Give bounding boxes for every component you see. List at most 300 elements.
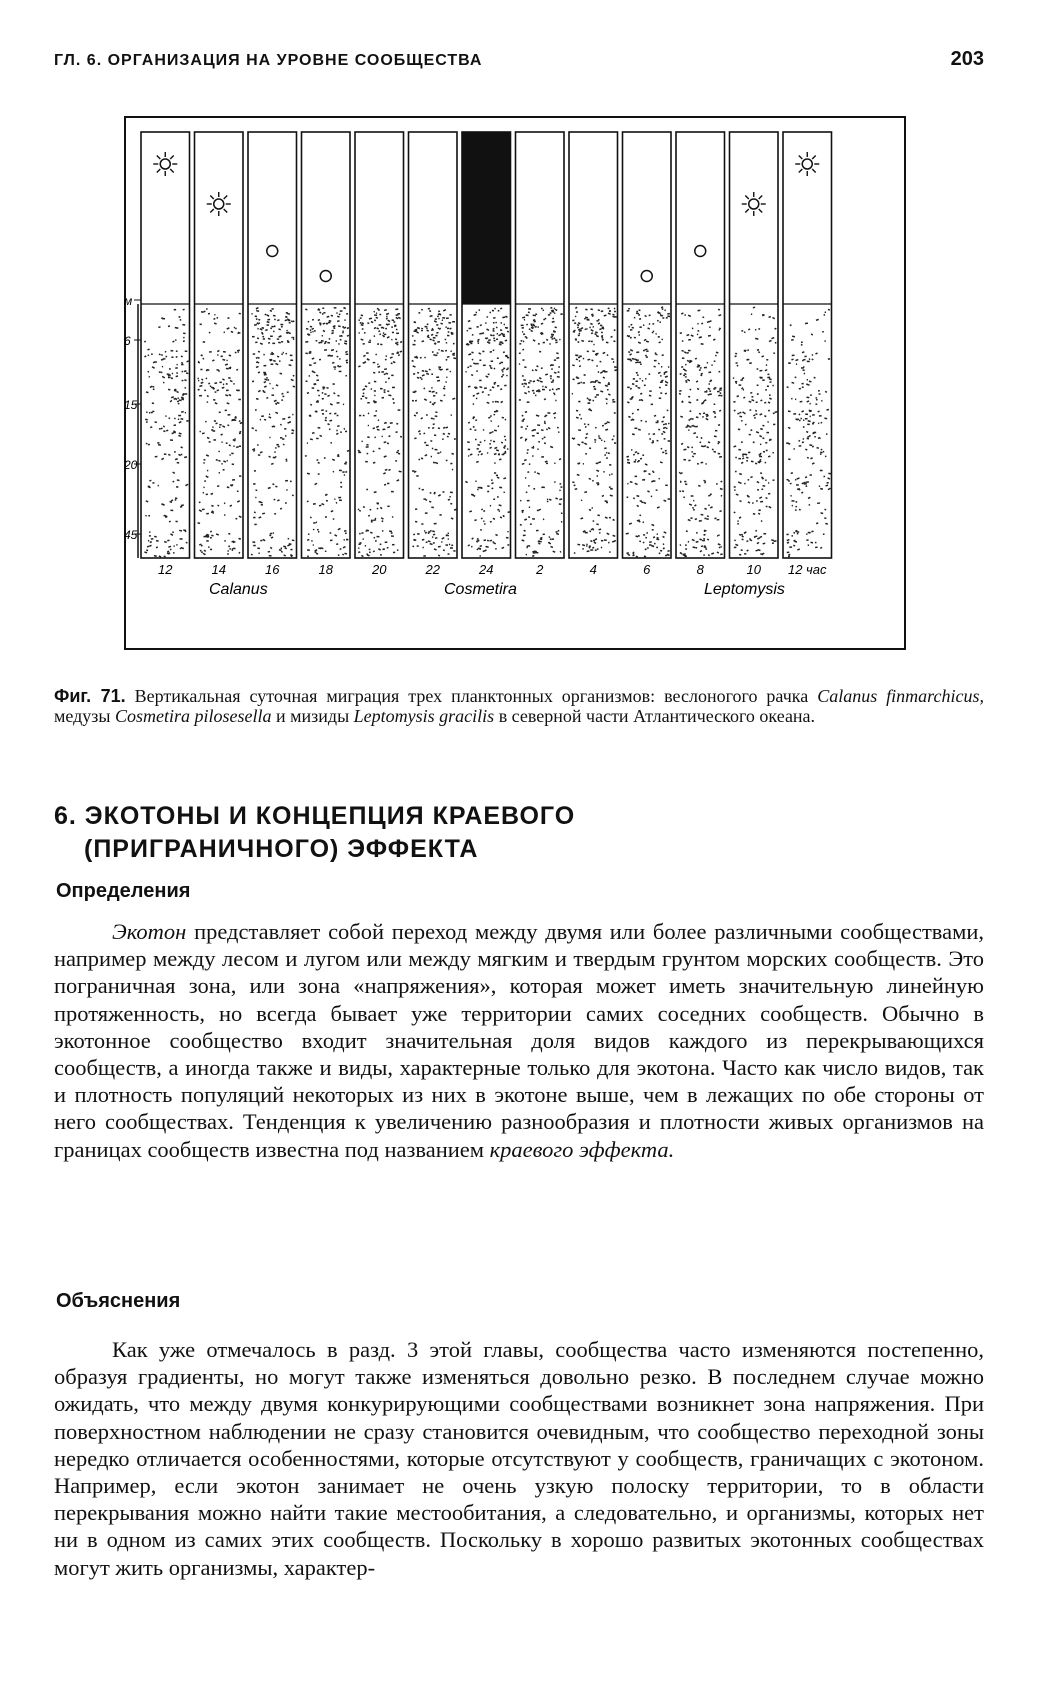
plankton-dot bbox=[551, 364, 554, 366]
plankton-dot bbox=[257, 444, 259, 446]
plankton-dot bbox=[174, 418, 176, 420]
plankton-dot bbox=[206, 513, 209, 515]
plankton-dot bbox=[318, 395, 320, 397]
plankton-dot bbox=[500, 516, 502, 518]
plankton-dot bbox=[384, 484, 386, 486]
plankton-dot bbox=[254, 511, 256, 513]
plankton-dot bbox=[201, 311, 204, 313]
plankton-dot bbox=[377, 308, 379, 310]
plankton-dot bbox=[747, 496, 750, 498]
time-label: 12 час bbox=[787, 562, 827, 577]
sun-ray bbox=[799, 156, 803, 160]
plankton-dot bbox=[219, 382, 221, 384]
plankton-dot bbox=[164, 453, 167, 455]
plankton-dot bbox=[258, 516, 261, 518]
plankton-dot bbox=[680, 416, 683, 418]
plankton-dot bbox=[343, 539, 345, 541]
plankton-dot bbox=[329, 413, 331, 415]
plankton-dot bbox=[340, 548, 342, 550]
plankton-dot bbox=[733, 445, 736, 447]
plankton-dot bbox=[425, 532, 428, 534]
plankton-dot bbox=[633, 497, 635, 499]
plankton-dot bbox=[199, 385, 202, 387]
plankton-dot bbox=[385, 359, 387, 361]
plankton-dot bbox=[587, 351, 589, 353]
plankton-dot bbox=[479, 309, 481, 311]
plankton-dot bbox=[575, 307, 578, 309]
plankton-dot bbox=[811, 333, 813, 335]
plankton-dot bbox=[786, 534, 788, 536]
plankton-dot bbox=[755, 530, 757, 532]
plankton-dot bbox=[430, 530, 432, 532]
definitions-text: представляет собой переход между двумя или более различными сообществами, например между лесом и лугом или между мягким и твердым грунтом морских сообществ. Это пограничная зона, или зона «напряжения», которая может иметь значительную линейную протяженность, но всегда бывает уже территории самих соседних сообществ. Обычно в экотонное сообщество входит значительная доля видов каждого из перекрывающихся сообществ, а иногда также и виды, характерные только для экотона. Часто как число видов, так и плотность популяций некоторых из них в экотоне выше, чем в лежащих по обе стороны от него сообществах. Тенденция к увеличению разнообразия и плотности живых организмов на границах сообществ известна под названием bbox=[54, 919, 984, 1162]
plankton-dot bbox=[574, 322, 576, 324]
plankton-dot bbox=[524, 518, 527, 520]
plankton-dot bbox=[331, 510, 334, 512]
plankton-dot bbox=[801, 418, 802, 420]
plankton-dot bbox=[411, 360, 413, 362]
plankton-dot bbox=[321, 503, 324, 505]
plankton-dot bbox=[186, 360, 189, 362]
plankton-dot bbox=[824, 311, 826, 313]
plankton-dot bbox=[634, 317, 636, 319]
plankton-dot bbox=[438, 328, 439, 330]
plankton-dot bbox=[798, 440, 800, 442]
plankton-dot bbox=[768, 493, 771, 495]
plankton-dot bbox=[211, 535, 214, 537]
plankton-dot bbox=[587, 550, 590, 552]
plankton-dot bbox=[165, 415, 167, 417]
plankton-dot bbox=[176, 350, 178, 352]
plankton-dot bbox=[235, 518, 237, 520]
caption-species-leptomysis: Leptomysis gracilis bbox=[353, 706, 495, 726]
plankton-dot bbox=[601, 310, 604, 312]
plankton-dot bbox=[660, 375, 661, 377]
plankton-dot bbox=[651, 496, 652, 498]
plankton-dot bbox=[803, 359, 805, 361]
plankton-dot bbox=[375, 540, 377, 542]
time-label: 6 bbox=[643, 562, 651, 577]
plankton-dot bbox=[319, 311, 321, 313]
plankton-dot bbox=[266, 324, 268, 326]
plankton-dot bbox=[480, 555, 481, 557]
plankton-dot bbox=[376, 327, 379, 329]
plankton-dot bbox=[774, 328, 776, 330]
plankton-dot bbox=[451, 414, 452, 416]
plankton-dot bbox=[503, 351, 505, 353]
plankton-dot bbox=[222, 387, 225, 389]
plankton-dot bbox=[319, 359, 321, 361]
plankton-dot bbox=[488, 339, 491, 341]
plankton-dot bbox=[417, 377, 420, 379]
plankton-dot bbox=[268, 342, 270, 344]
plankton-dot bbox=[361, 532, 363, 534]
plankton-dot bbox=[527, 425, 529, 427]
depth-label: м bbox=[124, 294, 133, 308]
plankton-dot bbox=[545, 386, 548, 388]
plankton-dot bbox=[334, 413, 337, 415]
plankton-dot bbox=[331, 315, 333, 317]
plankton-dot bbox=[312, 432, 315, 434]
plankton-dot bbox=[292, 414, 293, 416]
plankton-dot bbox=[524, 366, 527, 368]
plankton-dot bbox=[702, 416, 704, 418]
plankton-dot bbox=[795, 359, 798, 361]
plankton-dot bbox=[497, 496, 499, 498]
plankton-dot bbox=[447, 538, 449, 540]
plankton-dot bbox=[383, 472, 386, 475]
plankton-dot bbox=[363, 355, 366, 357]
plankton-dot bbox=[494, 462, 496, 464]
plankton-dot bbox=[412, 400, 414, 402]
plankton-dot bbox=[271, 536, 274, 538]
plankton-dot bbox=[812, 414, 815, 416]
plankton-dot bbox=[327, 423, 330, 425]
plankton-dot bbox=[333, 471, 335, 473]
depth-label: 6 bbox=[124, 334, 131, 348]
plankton-dot bbox=[744, 350, 747, 352]
plankton-dot bbox=[796, 484, 799, 486]
plankton-dot bbox=[705, 548, 707, 550]
plankton-dot bbox=[345, 471, 347, 473]
plankton-dot bbox=[485, 322, 486, 324]
plankton-dot bbox=[397, 352, 399, 354]
plankton-dot bbox=[651, 524, 654, 527]
plankton-dot bbox=[552, 379, 554, 381]
plankton-dot bbox=[558, 431, 560, 433]
plankton-dot bbox=[232, 463, 234, 465]
plankton-dot bbox=[208, 546, 210, 548]
plankton-dot bbox=[496, 338, 498, 340]
plankton-dot bbox=[734, 489, 736, 491]
plankton-dot bbox=[697, 463, 699, 465]
plankton-dot bbox=[494, 453, 497, 455]
plankton-dot bbox=[695, 358, 697, 360]
plankton-dot bbox=[693, 432, 696, 434]
plankton-dot bbox=[446, 459, 448, 461]
plankton-dot bbox=[275, 412, 278, 415]
plankton-dot bbox=[636, 505, 639, 507]
plankton-dot bbox=[658, 429, 660, 431]
plankton-dot bbox=[806, 400, 809, 402]
plankton-dot bbox=[555, 309, 558, 311]
plankton-dot bbox=[528, 391, 530, 393]
plankton-dot bbox=[258, 371, 261, 373]
plankton-dot bbox=[394, 325, 396, 327]
plankton-dot bbox=[491, 479, 493, 481]
plankton-dot bbox=[165, 356, 167, 358]
plankton-dot bbox=[537, 472, 540, 475]
plankton-dot bbox=[580, 381, 582, 383]
plankton-dot bbox=[146, 411, 148, 413]
plankton-dot bbox=[792, 335, 795, 337]
plankton-dot bbox=[435, 415, 438, 417]
plankton-dot bbox=[821, 449, 823, 451]
plankton-dot bbox=[277, 319, 280, 321]
plankton-dot bbox=[481, 517, 483, 519]
plankton-dot bbox=[802, 383, 804, 385]
plankton-dot bbox=[576, 410, 578, 412]
plankton-dot bbox=[824, 517, 826, 519]
plankton-dot bbox=[659, 397, 662, 399]
plankton-dot bbox=[805, 476, 808, 478]
plankton-dot bbox=[577, 474, 580, 476]
plankton-dot bbox=[285, 459, 287, 461]
plankton-dot bbox=[688, 429, 689, 431]
plankton-dot bbox=[468, 455, 470, 457]
plankton-dot bbox=[268, 416, 271, 418]
plankton-dot bbox=[717, 535, 718, 537]
plankton-dot bbox=[665, 554, 668, 557]
plankton-dot bbox=[523, 333, 525, 335]
plankton-dot bbox=[237, 500, 240, 503]
time-label: 20 bbox=[372, 562, 387, 577]
plankton-dot bbox=[713, 338, 716, 340]
sun-ray bbox=[170, 156, 174, 160]
plankton-dot bbox=[434, 434, 436, 436]
plankton-dot bbox=[612, 540, 615, 542]
plankton-dot bbox=[478, 450, 481, 452]
plankton-dot bbox=[637, 409, 639, 411]
plankton-dot bbox=[363, 343, 365, 345]
plankton-dot bbox=[274, 451, 276, 453]
plankton-dot bbox=[305, 341, 308, 343]
plankton-dot bbox=[262, 390, 264, 392]
plankton-dot bbox=[415, 400, 417, 402]
plankton-dot bbox=[536, 432, 539, 434]
plankton-dot bbox=[790, 324, 792, 326]
plankton-dot bbox=[273, 360, 276, 362]
plankton-dot bbox=[476, 461, 479, 463]
plankton-dot bbox=[487, 452, 489, 454]
plankton-dot bbox=[557, 376, 560, 378]
plankton-dot bbox=[640, 458, 642, 460]
plankton-dot bbox=[532, 435, 535, 437]
plankton-dot bbox=[545, 460, 548, 462]
plankton-dot bbox=[183, 309, 185, 311]
plankton-dot bbox=[490, 505, 492, 507]
plankton-dot bbox=[232, 548, 234, 550]
plankton-dot bbox=[366, 489, 368, 491]
plankton-dot bbox=[432, 351, 434, 353]
plankton-dot bbox=[237, 349, 240, 351]
plankton-dot bbox=[199, 509, 202, 512]
plankton-dot bbox=[536, 415, 539, 417]
plankton-dot bbox=[746, 460, 748, 462]
plankton-dot bbox=[165, 351, 167, 353]
plankton-dot bbox=[572, 364, 575, 366]
plankton-dot bbox=[747, 349, 749, 351]
plankton-dot bbox=[488, 342, 490, 344]
plankton-dot bbox=[816, 399, 818, 401]
plankton-dot bbox=[486, 316, 488, 318]
plankton-dot bbox=[159, 353, 161, 355]
plankton-dot bbox=[172, 531, 174, 533]
plankton-dot bbox=[321, 340, 324, 342]
plankton-dot bbox=[762, 379, 765, 381]
plankton-dot bbox=[559, 339, 561, 341]
plankton-dot bbox=[360, 322, 362, 324]
plankton-dot bbox=[632, 433, 635, 435]
plankton-dot bbox=[210, 493, 213, 495]
plankton-dot bbox=[605, 398, 608, 400]
plankton-dot bbox=[663, 416, 666, 418]
plankton-dot bbox=[217, 389, 220, 391]
plankton-dot bbox=[586, 433, 589, 435]
plankton-dot bbox=[180, 446, 183, 448]
plankton-dot bbox=[322, 398, 324, 400]
plankton-dot bbox=[473, 426, 475, 428]
plankton-dot bbox=[494, 447, 497, 449]
plankton-dot bbox=[494, 340, 496, 342]
plankton-dot bbox=[582, 548, 584, 550]
plankton-dot bbox=[384, 455, 387, 457]
plankton-dot bbox=[787, 542, 790, 544]
plankton-dot bbox=[527, 547, 528, 549]
plankton-dot bbox=[814, 436, 816, 438]
plankton-dot bbox=[820, 422, 822, 424]
plankton-dot bbox=[768, 506, 771, 509]
plankton-dot bbox=[697, 334, 699, 336]
plankton-dot bbox=[217, 505, 219, 507]
plankton-dot bbox=[701, 323, 703, 325]
plankton-dot bbox=[825, 484, 828, 486]
plankton-dot bbox=[339, 358, 341, 360]
plankton-dot bbox=[239, 516, 242, 519]
plankton-dot bbox=[170, 533, 173, 536]
plankton-dot bbox=[598, 437, 601, 439]
plankton-dot bbox=[805, 413, 808, 415]
plankton-dot bbox=[741, 535, 744, 537]
plankton-dot bbox=[258, 319, 260, 321]
plankton-dot bbox=[591, 359, 593, 361]
plankton-dot bbox=[807, 424, 810, 426]
plankton-dot bbox=[176, 375, 179, 377]
plankton-dot bbox=[502, 316, 505, 318]
plankton-dot bbox=[376, 426, 379, 429]
plankton-dot bbox=[274, 319, 276, 321]
plankton-dot bbox=[532, 555, 535, 557]
plankton-dot bbox=[381, 517, 384, 520]
plankton-dot bbox=[589, 509, 592, 511]
running-title: ГЛ. 6. ОРГАНИЗАЦИЯ НА УРОВНЕ СООБЩЕСТВА bbox=[54, 52, 483, 69]
plankton-dot bbox=[228, 533, 231, 535]
plankton-dot bbox=[310, 326, 312, 328]
plankton-dot bbox=[176, 544, 177, 546]
plankton-dot bbox=[493, 337, 495, 339]
plankton-dot bbox=[417, 372, 419, 374]
plankton-dot bbox=[489, 540, 492, 542]
plankton-dot bbox=[821, 400, 823, 402]
plankton-dot bbox=[371, 321, 374, 323]
plankton-dot bbox=[735, 353, 737, 355]
plankton-dot bbox=[429, 401, 431, 403]
caption-text-3: и мизиды bbox=[271, 706, 354, 726]
plankton-dot bbox=[765, 442, 767, 444]
plankton-dot bbox=[307, 549, 310, 551]
plankton-dot bbox=[528, 382, 530, 384]
plankton-dot bbox=[323, 388, 325, 390]
plankton-dot bbox=[166, 430, 168, 432]
plankton-dot bbox=[681, 366, 683, 368]
plankton-dot bbox=[592, 480, 594, 482]
plankton-dot bbox=[806, 383, 808, 385]
plankton-dot bbox=[639, 326, 641, 328]
plankton-dot bbox=[815, 397, 817, 399]
plankton-dot bbox=[737, 413, 739, 415]
plankton-dot bbox=[412, 344, 415, 346]
plankton-dot bbox=[207, 536, 209, 538]
plankton-dot bbox=[178, 403, 180, 405]
plankton-dot bbox=[330, 539, 333, 541]
plankton-dot bbox=[575, 316, 577, 318]
plankton-dot bbox=[826, 433, 828, 435]
plankton-dot bbox=[543, 518, 545, 520]
plankton-dot bbox=[338, 325, 341, 327]
plankton-dot bbox=[381, 371, 384, 373]
plankton-dot bbox=[561, 512, 563, 514]
plankton-dot bbox=[155, 456, 158, 458]
plankton-dot bbox=[334, 307, 337, 309]
plankton-dot bbox=[373, 519, 376, 521]
plankton-dot bbox=[701, 343, 704, 345]
plankton-dot bbox=[217, 485, 219, 487]
plankton-dot bbox=[719, 410, 721, 412]
plankton-dot bbox=[438, 546, 441, 548]
plankton-dot bbox=[414, 321, 416, 323]
plankton-dot bbox=[587, 319, 589, 321]
plankton-dot bbox=[636, 495, 639, 497]
plankton-dot bbox=[479, 333, 482, 335]
plankton-dot bbox=[490, 367, 493, 369]
plankton-dot bbox=[312, 387, 315, 389]
plankton-dot bbox=[425, 512, 428, 514]
plankton-dot bbox=[577, 324, 580, 326]
plankton-dot bbox=[791, 339, 794, 341]
plankton-dot bbox=[559, 498, 562, 500]
plankton-dot bbox=[478, 352, 481, 355]
plankton-dot bbox=[200, 354, 202, 356]
plankton-dot bbox=[818, 390, 820, 392]
plankton-dot bbox=[522, 375, 524, 377]
plankton-dot bbox=[480, 453, 483, 455]
plankton-dot bbox=[311, 328, 314, 330]
plankton-dot bbox=[626, 552, 629, 554]
plankton-dot bbox=[469, 510, 472, 512]
plankton-dot bbox=[214, 322, 217, 324]
plankton-dot bbox=[753, 441, 755, 443]
plankton-dot bbox=[398, 453, 401, 455]
plankton-dot bbox=[361, 322, 364, 324]
caption-text-1: Вертикальная суточная миграция трех планктонных организмов: веслоногого рачка bbox=[125, 686, 818, 706]
plankton-dot bbox=[400, 436, 402, 438]
time-column bbox=[516, 132, 565, 558]
plankton-dot bbox=[431, 456, 432, 458]
plankton-dot bbox=[268, 487, 271, 489]
plankton-dot bbox=[668, 423, 670, 425]
plankton-dot bbox=[178, 415, 181, 417]
plankton-dot bbox=[501, 442, 503, 444]
plankton-dot bbox=[397, 549, 399, 551]
plankton-dot bbox=[521, 415, 523, 417]
plankton-dot bbox=[628, 308, 630, 310]
plankton-dot bbox=[238, 552, 240, 554]
plankton-dot bbox=[612, 401, 615, 403]
plankton-dot bbox=[446, 369, 449, 371]
plankton-dot bbox=[452, 321, 455, 323]
plankton-dot bbox=[162, 376, 165, 379]
plankton-dot bbox=[205, 421, 207, 423]
